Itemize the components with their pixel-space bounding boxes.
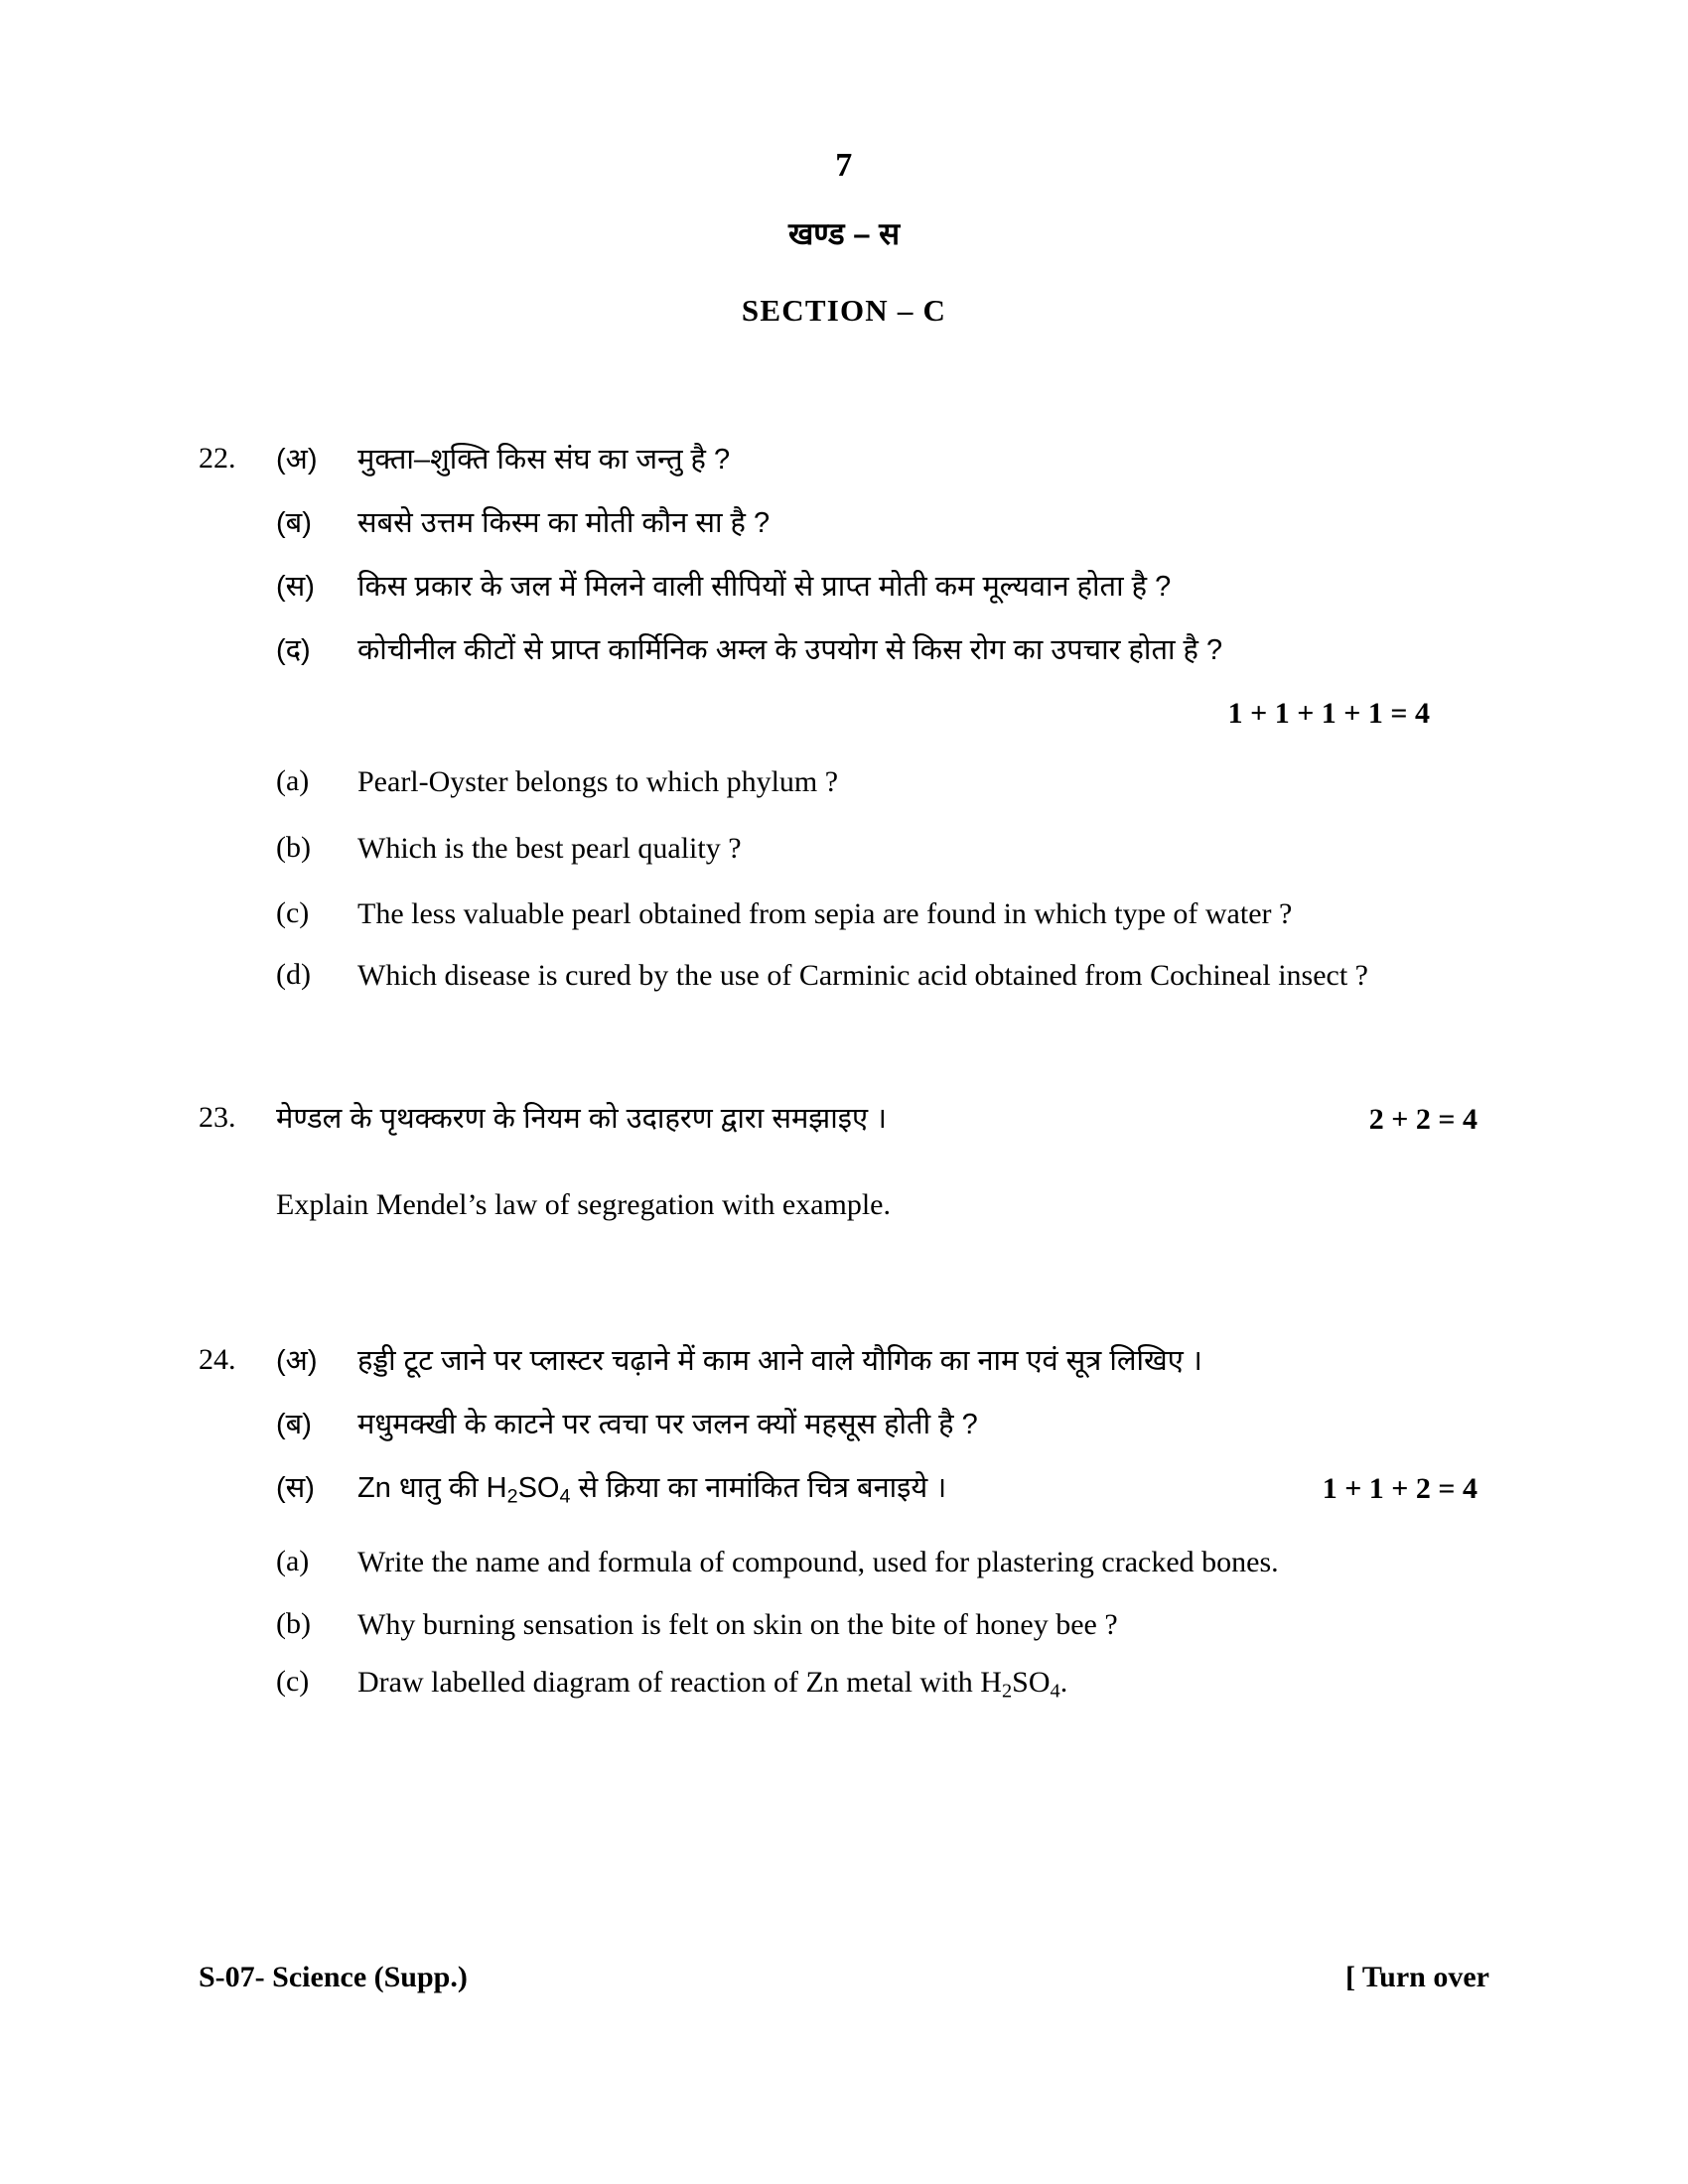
- question-22-english-part-c: [199, 892, 1479, 936]
- part-marker-english-a: (a): [276, 764, 310, 798]
- part-text-english-b: Why burning sensation is felt on skin on the bite of honey bee ?: [357, 1607, 1118, 1641]
- part-text-english-d: Which disease is cured by the use of Carminic acid obtained from Cochineal insect ?: [357, 959, 1368, 993]
- question-24-english-part-a: [199, 1541, 1479, 1584]
- part-marker-english-c: (c): [276, 1665, 310, 1699]
- question-23-english-text-row: [199, 1183, 1479, 1227]
- formula-text-after: .: [1059, 1666, 1068, 1700]
- page-footer: [199, 1961, 1489, 1994]
- part-text-hindi-b: मधुमक्खी के काटने पर त्वचा पर जलन क्यों महसूस होती है ?: [357, 1409, 978, 1441]
- part-text-english-c: [357, 1661, 1479, 1706]
- formula-subscript-2: 4: [1050, 1680, 1060, 1703]
- part-text-hindi-d: कोचीनील कीटों से प्राप्त कार्मिनिक अम्ल के उपयोग से किस रोग का उपचार होता है ?: [357, 634, 1223, 667]
- part-marker-hindi-c: (स): [276, 1472, 315, 1505]
- formula-subscript-1: 2: [1001, 1680, 1013, 1703]
- question-23-hindi-text-row: [199, 1098, 1479, 1140]
- question-22-hindi-part-b: [199, 502, 1479, 544]
- question-24-english-part-b: [199, 1603, 1479, 1647]
- section-heading-english: SECTION – C: [741, 293, 947, 328]
- part-marker-english-c: (c): [276, 895, 310, 929]
- paper-code: S-07- Science (Supp.): [199, 1961, 468, 1993]
- part-marker-english-b: (b): [276, 830, 311, 864]
- part-marker-hindi-a: (अ): [276, 1345, 318, 1378]
- formula-text-before: Zn धातु की H: [357, 1472, 507, 1505]
- question-24-number: 24.: [199, 1343, 236, 1377]
- part-text-hindi-b: सबसे उत्तम किस्म का मोती कौन सा है ?: [357, 507, 771, 540]
- question-24-hindi-part-b: [199, 1404, 1479, 1445]
- part-text-english-c: The less valuable pearl obtained from sepia are found in which type of water ?: [357, 896, 1293, 930]
- question-22-english-part-d: [199, 954, 1479, 998]
- part-marker-english-a: (a): [276, 1545, 310, 1578]
- question-22-hindi-part-d: [199, 629, 1479, 671]
- question-24: [199, 1340, 1479, 1706]
- page-number: 7: [835, 147, 853, 184]
- question-23-number: 23.: [199, 1100, 236, 1134]
- formula-text-before: Draw labelled diagram of reaction of Zn metal with H: [357, 1666, 1002, 1700]
- question-24-hindi-part-c: [199, 1467, 1479, 1511]
- part-marker-english-b: (b): [276, 1606, 311, 1640]
- part-marker-hindi-b: (ब): [276, 507, 312, 540]
- part-marker-hindi-b: (ब): [276, 1409, 312, 1441]
- part-marker-hindi-c: (स): [276, 571, 315, 604]
- question-23-english-text: Explain Mendel’s law of segregation with example.: [276, 1187, 891, 1221]
- formula-text-mid: SO: [517, 1472, 560, 1505]
- part-text-hindi-c: किस प्रकार के जल में मिलने वाली सीपियों से प्राप्त मोती कम मूल्यवान होता है ?: [357, 571, 1172, 604]
- question-22: [199, 439, 1479, 999]
- formula-subscript-1: 2: [506, 1485, 518, 1508]
- question-24-hindi-part-a: [199, 1340, 1479, 1382]
- part-text-hindi-a: मुक्ता–शुक्ति किस संघ का जन्तु है ?: [357, 444, 731, 476]
- part-marker-hindi-d: (द): [276, 634, 311, 667]
- part-text-english-b: Which is the best pearl quality ?: [357, 831, 742, 865]
- question-22-marks: 1 + 1 + 1 + 1 = 4: [1227, 697, 1430, 731]
- part-marker-hindi-a: (अ): [276, 444, 318, 476]
- question-23: [199, 1098, 1479, 1227]
- part-text-english-a: Pearl-Oyster belongs to which phylum ?: [357, 765, 839, 799]
- question-24-english-part-c: [199, 1661, 1479, 1706]
- part-text-hindi-c: [357, 1467, 1479, 1511]
- formula-subscript-2: 4: [559, 1485, 571, 1508]
- part-text-hindi-a: हड्डी टूट जाने पर प्लास्टर चढ़ाने में काम आने वाले यौगिक का नाम एवं सूत्र लिखिए ।: [357, 1345, 1202, 1378]
- section-heading-hindi: खण्ड – स: [787, 216, 901, 251]
- question-22-marks-line: [199, 697, 1479, 731]
- question-22-english-part-a: [199, 760, 1479, 804]
- part-marker-english-d: (d): [276, 958, 311, 992]
- question-22-english-part-b: [199, 827, 1479, 871]
- formula-text-mid: SO: [1012, 1666, 1051, 1700]
- question-22-number: 22.: [199, 442, 236, 475]
- formula-text-after: से क्रिया का नामांकित चित्र बनाइये ।: [570, 1472, 947, 1505]
- question-23-hindi-text: मेण्डल के पृथक्करण के नियम को उदाहरण द्वारा समझाइए ।: [276, 1102, 888, 1135]
- turn-over-label: [ Turn over: [1344, 1961, 1489, 1993]
- question-24-marks: 1 + 1 + 2 = 4: [1322, 1472, 1477, 1506]
- question-23-marks: 2 + 2 = 4: [1368, 1102, 1477, 1136]
- question-22-hindi-part-a: [199, 439, 1479, 480]
- question-22-hindi-part-c: [199, 566, 1479, 608]
- part-text-english-a: Write the name and formula of compound, used for plastering cracked bones.: [357, 1546, 1279, 1579]
